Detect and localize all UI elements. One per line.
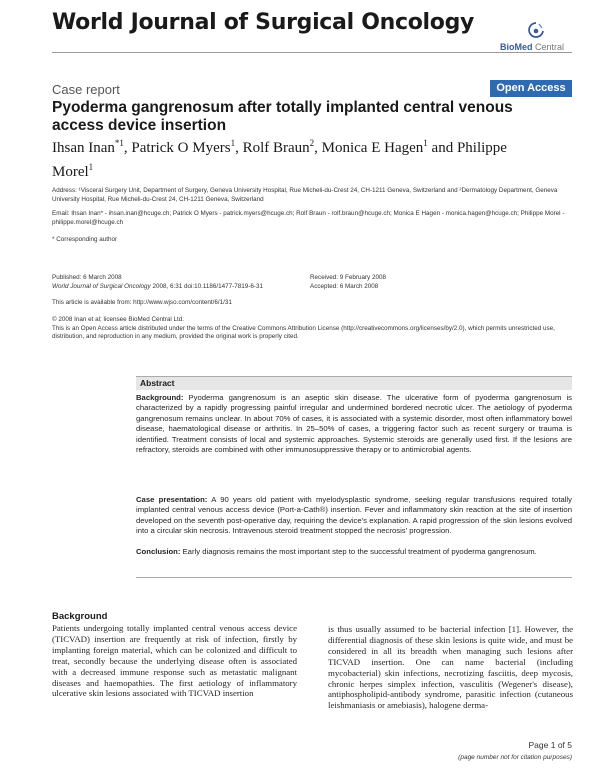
author-affiliation-mark: 1 [230, 138, 236, 148]
received-accepted-dates [310, 274, 510, 291]
author-list [52, 134, 532, 182]
biomed-central-logo-icon [528, 22, 544, 40]
section-heading-background: Background [52, 611, 108, 622]
journal-title: World Journal of Surgical Oncology [52, 10, 475, 35]
copyright-notice [52, 316, 572, 342]
received-date: Received: 9 February 2008 [310, 274, 386, 281]
author-separator: , [235, 140, 243, 156]
publisher-name: BioMed Central [500, 42, 565, 52]
citation: World Journal of Surgical Oncology 2008, 6:31 doi:10.1186/1477-7819-6-31 [52, 282, 263, 290]
author-affiliation-mark: 1 [88, 162, 94, 172]
author-affiliation-mark: 2 [309, 138, 315, 148]
abstract-background: Background: Pyoderma gangrenosum is an aseptic skin disease. The ulcerative form of pyoderma gangrenosum is characterized by a rapidly progressing painful irregular and undermined bordered necrotic ulcer. The aetiology of pyoderma gangrenosum remains unclear. In about 70% of cases, it is associated with a systemic disorder, most often inflammatory bowel disease, haematological disease or arthritis. In 25–50% of cases, a triggering factor such as recent surgery or trauma is identified. Treatment consists of local and systemic approaches. Systemic steroids are generally used first. If the lesions are refractory, steroids are combined with other immunosuppressive therapy or to antimicrobial agents. [136, 393, 572, 455]
author-affiliation-mark: 1 [423, 138, 428, 148]
open-access-badge: Open Access [490, 80, 572, 97]
published-date: Published: 6 March 2008 [52, 274, 122, 281]
author-name: Patrick O Myers [131, 140, 231, 156]
page-number: Page 1 of 5 [528, 740, 572, 750]
abstract-heading: Abstract [136, 377, 572, 390]
license-text: This is an Open Access article distributed under the terms of the Creative Commons Attribution License (http://creativecommons.org/licenses/by/2.0), which permits unrestricted use, distribution, and reproduction in any medium, provided the original work is properly cited. [52, 324, 555, 341]
affiliation-address: Address: ¹Visceral Surgery Unit, Department of Surgery, Geneva University Hospital, Rue Micheli-du-Crest 24, CH-1211 Geneva, Switzerland and ²Dermatology Department, Geneva University Hospital, Rue Micheli-du-Crest 24, CH-1211 Geneva, Switzerland [52, 187, 558, 203]
author-name: Rolf Braun [242, 140, 310, 156]
author-separator: , [314, 140, 322, 156]
author-separator: , [123, 140, 132, 156]
author-name: Ihsan Inan [52, 140, 115, 156]
body-text-left: Patients undergoing totally implanted central venous access device (TICVAD) insertion are frequently at risk of infection, firstly by implanting foreign material, which can be colonized and difficult to treat, secondly because the underlying disease often is associated with a decreased immune response such as metastatic malignant diseases and haemopathies. The first aetiology of inflammatory ulcerative skin lesions associated with TICVAD insertion [52, 623, 297, 699]
accepted-date: Accepted: 6 March 2008 [310, 282, 379, 290]
author-affiliation-mark: *1 [114, 138, 124, 148]
abstract-conclusion: Conclusion: Early diagnosis remains the most important step to the successful treatment of pyoderma gangrenosum. [136, 547, 537, 556]
abstract-box [136, 376, 572, 578]
corresponding-author-note: * Corresponding author [52, 236, 118, 243]
author-emails: Email: Ihsan Inan* - ihsan.inan@hcuge.ch; Patrick O Myers - patrick.myers@hcuge.ch; Rolf Braun - rolf.braun@hcuge.ch; Monica E Hagen - monica.hagen@hcuge.ch; Philippe Morel - philippe.morel@hcuge.ch [52, 210, 565, 226]
page-number-note: (page number not for citation purposes) [458, 754, 572, 761]
header-divider [52, 52, 572, 53]
article-type: Case report [52, 82, 120, 97]
abstract-case-presentation: Case presentation: A 90 years old patient with myelodysplastic syndrome, seeking regular transfusions required totally implanted central venous access device (Port-a-Cath®) insertion. Fever and inflammatory skin reaction at the site of insertion developed on the seventh post-operative day, requiring the device's explanation. A rapid progression of the skin lesions evolved into a circular skin necrosis. Intravenous steroid treatment stopped the necrosis' progression. [136, 495, 572, 536]
author-separator: and [427, 140, 457, 156]
publisher-logo [500, 22, 572, 58]
article-url[interactable]: This article is available from: http://www.wjso.com/content/6/1/31 [52, 299, 232, 306]
author-name: Monica E Hagen [321, 140, 424, 156]
copyright-line: © 2008 Inan et al; licensee BioMed Central Ltd. [52, 316, 185, 323]
body-column-left [52, 611, 297, 699]
article-title: Pyoderma gangrenosum after totally implanted central venous access device insertion [52, 99, 513, 134]
body-column-right: is thus usually assumed to be bacterial infection [1]. However, the differential diagnosis of these skin lesions is quite wide, and must be considered in all its breadth when managing such lesions after TICVAD insertion. One can name bacterial (including mycobacterial) skin infections, necrotizing fasciitis, deep mycosis, chronic herpes simplex infection, vasculitis (Wegener's disease), antiphospholipid-antibody syndrome, parasitic infection (cutaneous leishmaniasis or amebiasis), halogene derma- [328, 624, 573, 711]
author-name: Philippe Morel [52, 140, 507, 180]
publication-info [52, 274, 302, 291]
